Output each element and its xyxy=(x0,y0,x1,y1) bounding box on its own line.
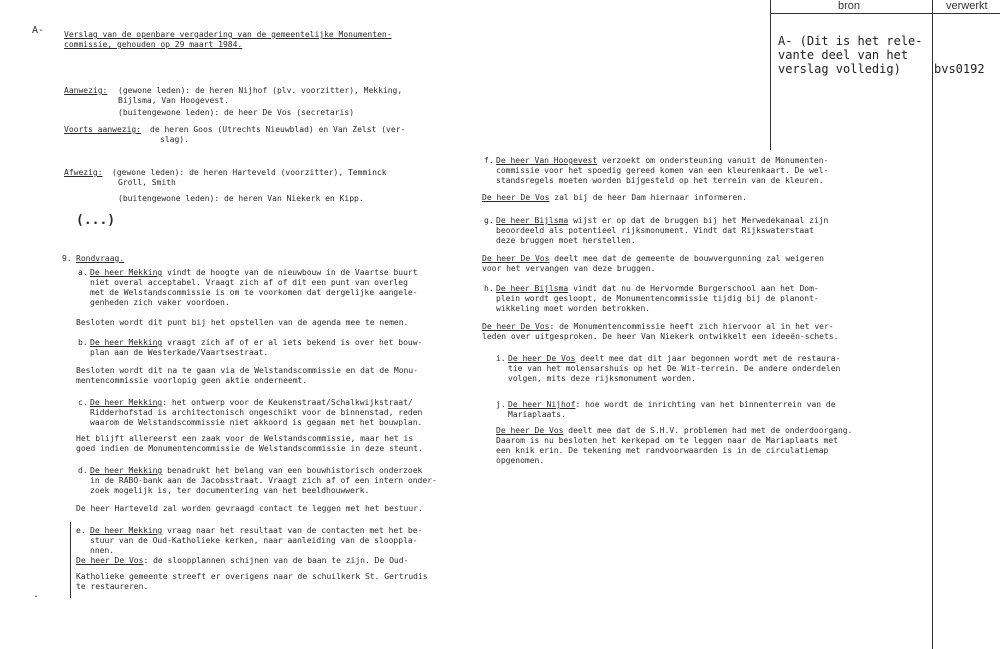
speaker-name: De heer De Vos xyxy=(482,254,550,263)
present-line-2: Bijlsma, Van Hoogevest. xyxy=(118,96,229,105)
speaker-name: De heer De Vos xyxy=(482,322,550,331)
speaker-name: De heer De Vos xyxy=(482,193,550,202)
item-b-line-2: plan aan de Westerkade/Vaartsestraat. xyxy=(90,348,269,357)
item-c-line-1 xyxy=(90,398,413,408)
absent-line-2: Groll, Smith xyxy=(118,178,176,187)
present-label: Aanwezig: xyxy=(64,86,108,95)
present-line-1: (gewone leden): de heren Nijhof (plv. voorzitter), Mekking, xyxy=(118,86,403,95)
item-j-line-2: Mariaplaats. xyxy=(508,410,566,419)
item-g-resolution-1 xyxy=(482,254,824,264)
item-b-text: vraagt zich af of er al iets bekend is over het bouw- xyxy=(162,338,423,347)
item-g-line-3: deze bruggen moet herstellen. xyxy=(496,236,636,245)
item-e-line-1 xyxy=(90,526,422,536)
speaker-name: De heer Mekking xyxy=(90,268,163,277)
speaker-name: De heer De Vos xyxy=(76,556,144,565)
item-a-line-2: niet overal acceptabel. Vraagt zich af of dit een punt van overleg xyxy=(90,278,408,287)
item-e-text: vraag naar het resultaat van de contacten met het be- xyxy=(162,526,423,535)
item-i-line-3: volgen, mits deze rijksmonument worden. xyxy=(508,374,696,383)
item-a-text: vindt de hoogte van de nieuwbouw in de Vaartse buurt xyxy=(162,268,418,277)
item-e-text-2: : de sloopplannen schijnen van de baan te zijn. De Oud- xyxy=(143,556,409,565)
item-d-resolution: De heer Harteveld zal worden gevraagd contact te leggen met het bestuur. xyxy=(76,504,423,513)
present-line-3: (buitengewone leden): de heer De Vos (secretaris) xyxy=(118,108,355,117)
item-a-resolution: Besloten wordt dit punt bij het opstellen van de agenda mee te nemen. xyxy=(76,318,409,327)
speaker-name: De heer Mekking xyxy=(90,466,163,475)
item-g-line-2: beoordeeld als potentieel rijksmonument. Vindt dat Rijkswaterstaat xyxy=(496,226,814,235)
item-i-line-1 xyxy=(508,354,840,364)
item-i-label: i. xyxy=(496,354,506,363)
side-note-1: A- (Dit is het rele- xyxy=(778,34,923,48)
item-c-resolution-1: Het blijft allereerst een zaak voor de Welstandscommissie, maar het is xyxy=(76,434,414,443)
item-a-line-1 xyxy=(90,268,418,278)
item-i-text: deelt mee dat dit jaar begonnen wordt met de restaura- xyxy=(575,354,841,363)
bron-column-right-border xyxy=(932,0,933,649)
also-present-line-2: slag). xyxy=(160,135,189,144)
item-f-resolution xyxy=(482,193,747,203)
item-h-line-2: plein wordt gesloopt, de Monumentencommissie tijdig bij de planont- xyxy=(496,294,819,303)
item-h-resolution-2: leden over uitgesproken. De heer Van Niekerk ontwikkelt een ideeën-schets. xyxy=(482,332,839,341)
item-e-bracket xyxy=(70,522,71,598)
item-k-text: deelt mee dat de S.H.V. problemen had met de onderdoorgang. xyxy=(563,426,853,435)
item-d-label: d. xyxy=(78,466,88,475)
item-c-resolution-2: goed indien de Monumentencommissie de Welstandscommissie in deze steunt. xyxy=(76,444,423,453)
item-g-label: g. xyxy=(484,216,494,225)
item-number: 9. xyxy=(62,254,72,263)
item-f-res-text: zal bij de heer Dam hiernaar informeren. xyxy=(549,193,747,202)
item-f-line-2: commissie voor het spoedig gereed komen van een kleurenkaart. De wel- xyxy=(496,166,829,175)
document-title-2: commissie, gehouden op 29 maart 1984. xyxy=(64,40,243,49)
item-c-label: c. xyxy=(78,398,88,407)
item-j-label: j. xyxy=(496,400,506,409)
stray-dot: . xyxy=(33,589,40,600)
item-e-line-4 xyxy=(76,556,408,566)
speaker-name: De heer Nijhof xyxy=(508,400,576,409)
item-g-line-1 xyxy=(496,216,828,226)
also-present-line-1: de heren Goos (Utrechts Nieuwblad) en Van Zelst (ver- xyxy=(150,125,406,134)
item-d-line-2: in de RABO-bank aan de Jacobsstraat. Vraagt zich af of een intern onder- xyxy=(90,476,437,485)
item-b-line-1 xyxy=(90,338,422,348)
item-f-line-1 xyxy=(496,156,828,166)
item-c-line-2: Ridderhofstad is architectonisch ongeschikt voor de binnenstad, reden xyxy=(90,408,423,417)
document-title-1: Verslag van de openbare vergadering van de gemeentelijke Monumenten- xyxy=(64,30,392,39)
absent-label: Afwezig: xyxy=(64,168,103,177)
speaker-name: De heer Van Hoogevest xyxy=(496,156,598,165)
verwerkt-header: verwerkt xyxy=(946,0,988,12)
speaker-name: De heer Mekking xyxy=(90,338,163,347)
item-d-line-1 xyxy=(90,466,422,476)
item-g-resolution-2: voor het vervangen van deze bruggen. xyxy=(482,264,656,273)
side-note-2: vante deel van het xyxy=(778,48,909,62)
item-h-label: h. xyxy=(484,284,494,293)
item-f-text: verzoekt om ondersteuning vanuit de Monumenten- xyxy=(597,156,829,165)
document-code: bvs0192 xyxy=(934,62,985,76)
bron-column-left-border xyxy=(770,0,771,150)
speaker-name: De heer Bijlsma xyxy=(496,284,569,293)
absent-line-3: (buitengewone leden): de heren Van Niekerk en Kipp. xyxy=(118,194,364,203)
item-k-line-1 xyxy=(496,426,852,436)
speaker-name: De heer Mekking xyxy=(90,526,163,535)
item-e-line-3: nnen. xyxy=(90,546,115,555)
item-c-line-3: waarom de Welstandscommissie niet akkoord is gegaan met het bouwplan. xyxy=(90,418,423,427)
item-j-text: : hoe wordt de inrichting van het binnenterrein van de xyxy=(575,400,836,409)
item-g-res-text: deelt mee dat de gemeente de bouwvergunning zal weigeren xyxy=(549,254,824,263)
item-d-line-3: zoek mogelijk is, ter documentering van het beeldhouwwerk. xyxy=(90,486,370,495)
item-e-label: e. xyxy=(76,526,86,535)
margin-mark: A- xyxy=(32,25,45,36)
ellipsis: (...) xyxy=(76,213,116,228)
speaker-name: De heer Bijlsma xyxy=(496,216,569,225)
item-d-text: benadrukt het belang van een bouwhistorisch onderzoek xyxy=(162,466,423,475)
item-h-text: vindt dat nu de Hervormde Burgerschool aan het Dom- xyxy=(568,284,819,293)
absent-line-1: (gewone leden): de heren Harteveld (voorzitter), Temminck xyxy=(112,168,387,177)
item-e-line-5: Katholieke gemeente streeft er overigens naar de schuilkerk St. Gertrudis xyxy=(76,572,428,581)
speaker-name: De heer De Vos xyxy=(508,354,576,363)
item-a-line-3: met de Welstandscommissie is om te voorkomen dat dergelijke aangele- xyxy=(90,288,418,297)
bron-header: bron xyxy=(838,0,861,12)
item-k-line-3: een knik erin. De tekening met randvoorwaarden is in de circulatiemap xyxy=(496,446,829,455)
item-a-label: a. xyxy=(78,268,88,277)
side-note-3: verslag volledig) xyxy=(778,62,901,76)
item-e-line-6: te restaureren. xyxy=(76,582,149,591)
header-rule xyxy=(770,13,1000,14)
item-j-line-1 xyxy=(508,400,836,410)
item-h-res-text: : de Monumentencommissie heeft zich hiervoor al in het ver- xyxy=(549,322,834,331)
item-a-line-4: genheden zich vaker voordoen. xyxy=(90,298,230,307)
item-b-resolution-1: Besloten wordt dit na te gaan via de Welstandscommissie en dat de Monu- xyxy=(76,366,418,375)
rondvraag-heading: Rondvraag. xyxy=(76,254,125,263)
item-g-text: wijst er op dat de bruggen bij het Merwedekanaal zijn xyxy=(568,216,829,225)
speaker-name: De heer De Vos xyxy=(496,426,564,435)
item-f-line-3: standsregels moeten worden bijgesteld op het terrein van de kleuren. xyxy=(496,176,824,185)
item-k-line-2: Daarom is nu besloten het kerkepad om te leggen naar de Mariaplaats met xyxy=(496,436,838,445)
item-h-resolution-1 xyxy=(482,322,834,332)
item-b-resolution-2: mentencommissie voorlopig geen aktie onderneemt. xyxy=(76,376,308,385)
item-h-line-1 xyxy=(496,284,819,294)
item-e-line-2: stuur van de Oud-Katholieke kerken, naar aanleiding van de slooppla- xyxy=(90,536,418,545)
speaker-name: De heer Mekking xyxy=(90,398,163,407)
item-h-line-3: wikkeling moet worden betrokken. xyxy=(496,304,651,313)
item-f-label: f. xyxy=(484,156,494,165)
item-c-text: : het ontwerp voor de Keukenstraat/Schalkwijkstraat/ xyxy=(162,398,413,407)
item-i-line-2: tie van het molensarshuis op het De Wit-terrein. De andere onderdelen xyxy=(508,364,841,373)
also-present-label: Voorts aanwezig: xyxy=(64,125,142,134)
item-k-line-4: opgenomen. xyxy=(496,456,545,465)
item-b-label: b. xyxy=(78,338,88,347)
